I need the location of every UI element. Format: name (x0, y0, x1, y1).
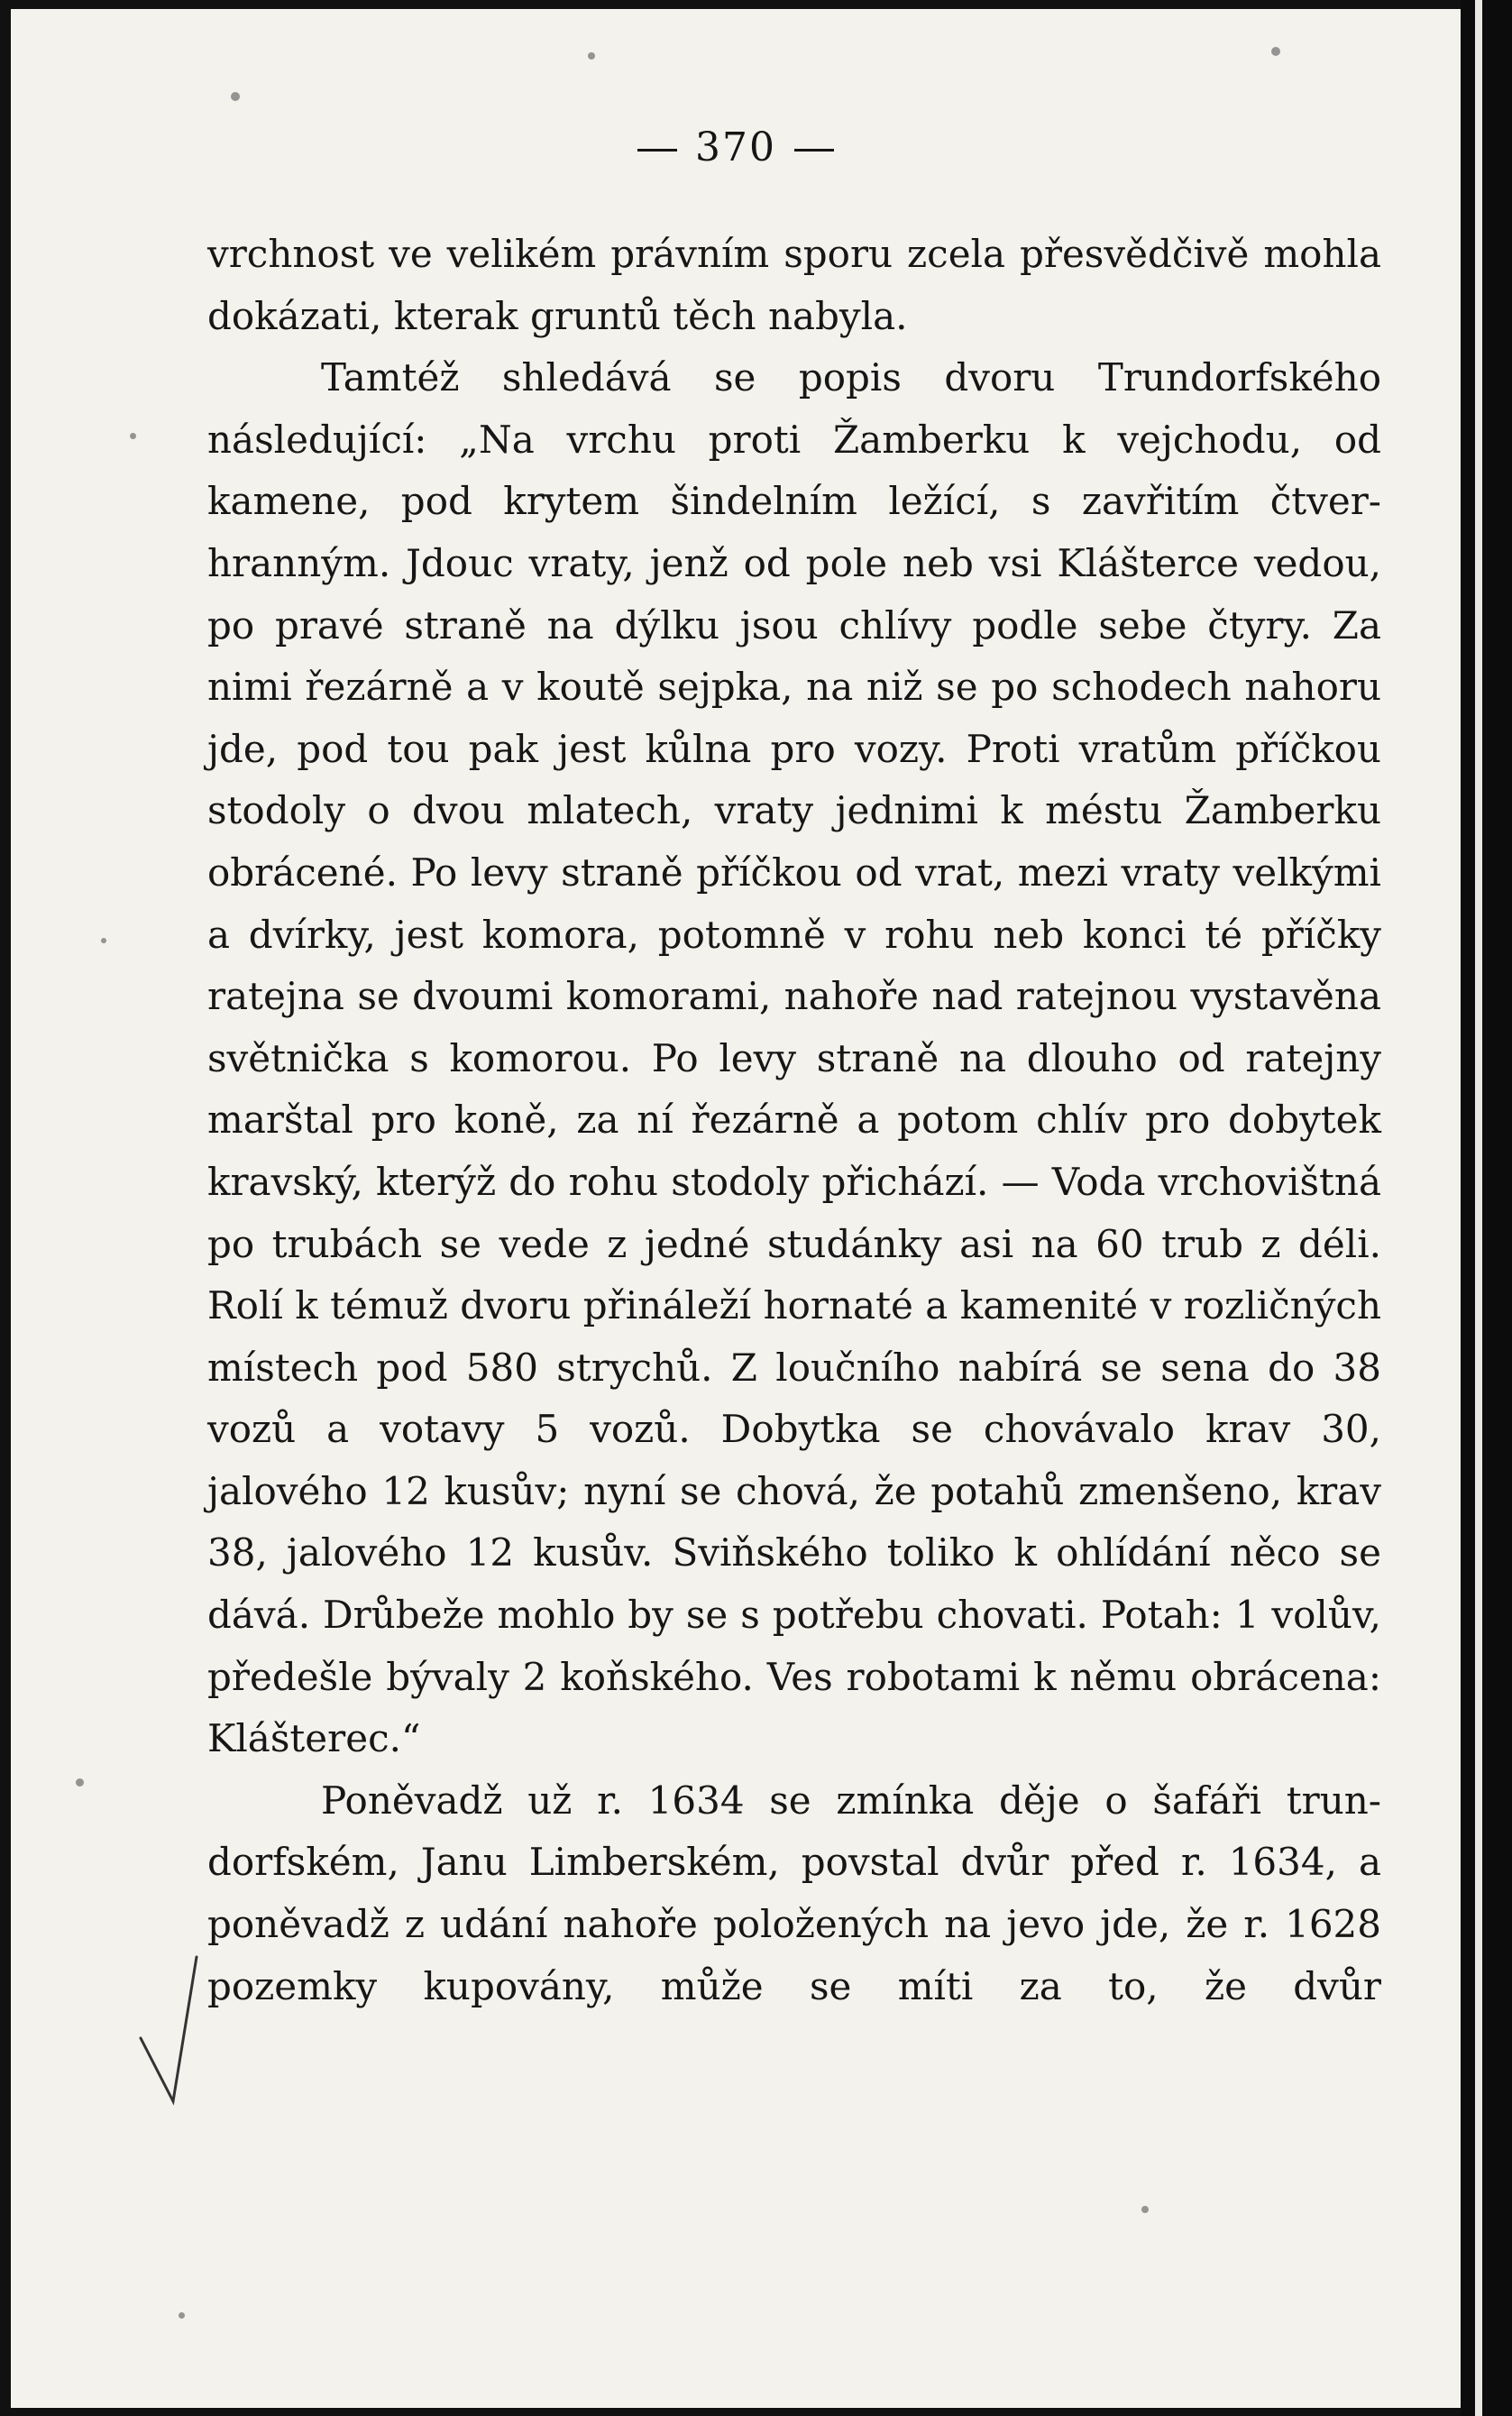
paragraph-2 (207, 347, 1381, 1770)
text-line: Proti vratům příčkou stodoly o dvou mlatech, vraty (207, 726, 1381, 833)
scan-speck (1271, 47, 1280, 56)
text-line: Dobytka se chovávalo krav 30, jalového 12 kusův; (207, 1407, 1381, 1513)
text-line: předešle bývaly 2 koňského. Ves robotami k němu (207, 1654, 1178, 1699)
text-line: komora, potomně v rohu neb konci té příčky ratejna (207, 912, 1381, 1019)
text-line: vrchnost ve velikém právním sporu zcela přesvědčivě (207, 232, 1250, 276)
text-line: Tamtéž shledává se popis dvoru Trundorfského (321, 355, 1381, 400)
scan-speck (76, 1778, 84, 1787)
text-line: a poněvadž z udání nahoře položených na jevo jde, že (207, 1840, 1381, 1947)
text-line: světnička s komorou. Po levy straně na dlouho od (207, 1035, 1225, 1080)
scan-speck (231, 92, 240, 101)
text-line: 12 kusův. Sviňského toliko k ohlídání něco se dává. (207, 1530, 1381, 1638)
text-line: Z loučního nabírá se sena do 38 vozů a votavy 5 vozů. (207, 1345, 1381, 1452)
text-line: příčkou od vrat, mezi vraty velkými a dvírky, jest (207, 850, 1381, 957)
handwritten-check-mark (137, 1939, 209, 2146)
text-line: dorfském, Janu Limberském, povstal dvůr před r. 1634, (207, 1840, 1337, 1885)
adjacent-page-strip (1475, 0, 1482, 2416)
paragraph-1 (207, 224, 1381, 347)
text-line: pro dobytek kravský, kterýž do rohu stodoly přichází. — (207, 1098, 1381, 1204)
text-line: nyní se chová, že potahů zmenšeno, krav 38, jalového (207, 1468, 1382, 1575)
text-line: Voda vrchovištná po trubách se vede z jedné studánky (207, 1159, 1381, 1266)
page-number-dash-left (637, 149, 677, 152)
paragraph-3 (207, 1770, 1381, 2017)
text-line: mohla dokázati, kterak gruntů těch nabyla. (207, 232, 1381, 338)
scan-speck (588, 52, 595, 60)
scan-speck (101, 938, 106, 943)
text-line: r. 1628 pozemky kupovány, může se míti za to, že dvůr (207, 1902, 1381, 2008)
book-page (11, 9, 1461, 2408)
text-line: vedou, po pravé straně na dýlku jsou chlívy podle sebe (207, 540, 1381, 648)
text-line: jednimi k méstu Žamberku obrácené. Po levy straně (207, 788, 1381, 895)
text-line: Drůbeže mohlo by se s potřebu chovati. Potah: 1 volův, (323, 1593, 1381, 1638)
text-line: čtyry. Za nimi řezárně a v koutě sejpka, na niž se po (207, 602, 1382, 710)
text-line: schodech nahoru jde, pod tou pak jest kůlna pro vozy. (207, 665, 1381, 771)
page-edge-dark (1461, 0, 1512, 2416)
scan-speck (130, 433, 136, 439)
page-number-dash-right (794, 149, 834, 152)
text-line: Poněvadž už r. 1634 se zmínka děje o šafáři trun- (321, 1778, 1381, 1823)
scan-speck (1141, 2206, 1149, 2213)
text-line: hranným. Jdouc vraty, jenž od pole neb vsi Klášterce (207, 540, 1239, 585)
text-line: se dvoumi komorami, nahoře nad ratejnou vystavěna (357, 974, 1381, 1019)
scan-speck (179, 2312, 185, 2319)
body-text (207, 224, 1381, 2017)
page-number: 370 (695, 124, 776, 170)
text-line: následující: „Na vrchu proti Žamberku k vejchodu, od (207, 417, 1381, 462)
text-line: ratejny marštal pro koně, za ní řezárně a potom chlív (207, 1035, 1381, 1143)
text-line: hornaté a kamenité v rozličných místech pod 580 strychů. (207, 1283, 1381, 1390)
text-line: asi na 60 trub z déli. Rolí k témuž dvoru přináleží (207, 1221, 1381, 1328)
text-line: kamene, pod krytem šindelním ležící, s zavřitím čtver- (207, 479, 1381, 524)
page-number-header (11, 124, 1461, 170)
text-line: obrácena: Klášterec.“ (207, 1654, 1381, 1761)
